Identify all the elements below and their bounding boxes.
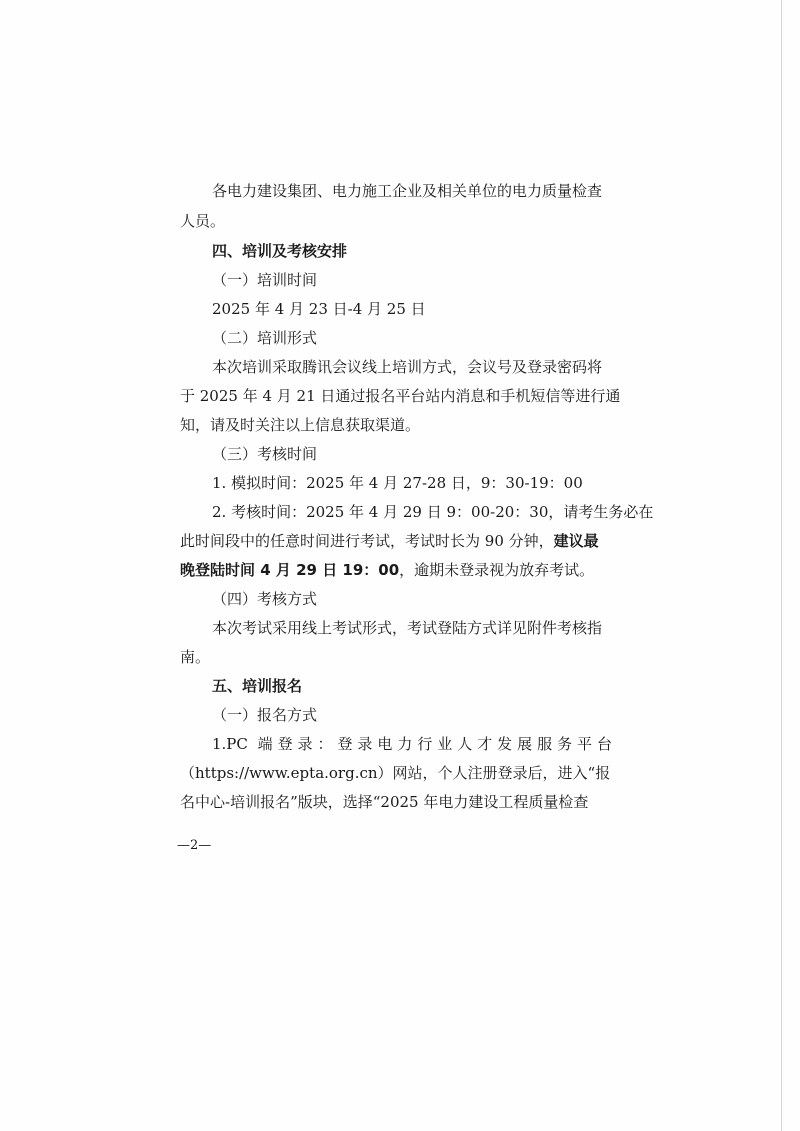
subsection-heading: （三）考核时间 [212, 445, 318, 463]
paragraph-line: 本次考试采用线上考试形式，考试登陆方式详见附件考核指 [212, 619, 603, 637]
subsection-heading: （二）培训形式 [212, 329, 318, 347]
scan-edge-line [781, 0, 782, 1131]
section-heading: 五、培训报名 [212, 677, 303, 695]
paragraph-text: ，逾期未登录视为放弃考试。 [399, 561, 595, 579]
paragraph-line: 1. 模拟时间：2025 年 4 月 27-28 日，9：30-19：00 [212, 474, 583, 492]
paragraph-line: 本次培训采取腾讯会议线上培训方式，会议号及登录密码将 [212, 358, 603, 376]
paragraph-line: 各电力建设集团、电力施工企业及相关单位的电力质量检查 [212, 182, 603, 200]
section-heading: 四、培训及考核安排 [212, 242, 348, 260]
paragraph-line: 名中心-培训报名”版块，选择“2025 年电力建设工程质量检查 [180, 793, 589, 811]
page-number: —2— [177, 838, 212, 853]
paragraph-line: （https://www.epta.org.cn）网站，个人注册登录后，进入“报 [180, 764, 611, 782]
paragraph-line: 1.PC 端登录：登录电力行业人才发展服务平台 [212, 735, 612, 753]
paragraph-line: 2. 考核时间：2025 年 4 月 29 日 9：00-20：30，请考生务必在 [212, 503, 654, 521]
subsection-heading: （四）考核方式 [212, 590, 318, 608]
paragraph-text: 此时间段中的任意时间进行考试，考试时长为 90 分钟， [180, 532, 554, 550]
bold-emphasis: 建议最 [553, 532, 599, 550]
paragraph-line: 知，请及时关注以上信息获取渠道。 [180, 416, 421, 434]
paragraph-line: 2025 年 4 月 23 日-4 月 25 日 [212, 300, 426, 318]
bold-emphasis: 晚登陆时间 4 月 29 日 19：00 [180, 561, 400, 579]
paragraph-line [180, 531, 599, 551]
subsection-heading: （一）培训时间 [212, 271, 318, 289]
paragraph-line: 人员。 [180, 212, 226, 230]
paragraph-line: 南。 [180, 648, 211, 666]
subsection-heading: （一）报名方式 [212, 706, 318, 724]
paragraph-line [180, 560, 594, 580]
paragraph-line: 于 2025 年 4 月 21 日通过报名平台站内消息和手机短信等进行通 [180, 387, 621, 405]
